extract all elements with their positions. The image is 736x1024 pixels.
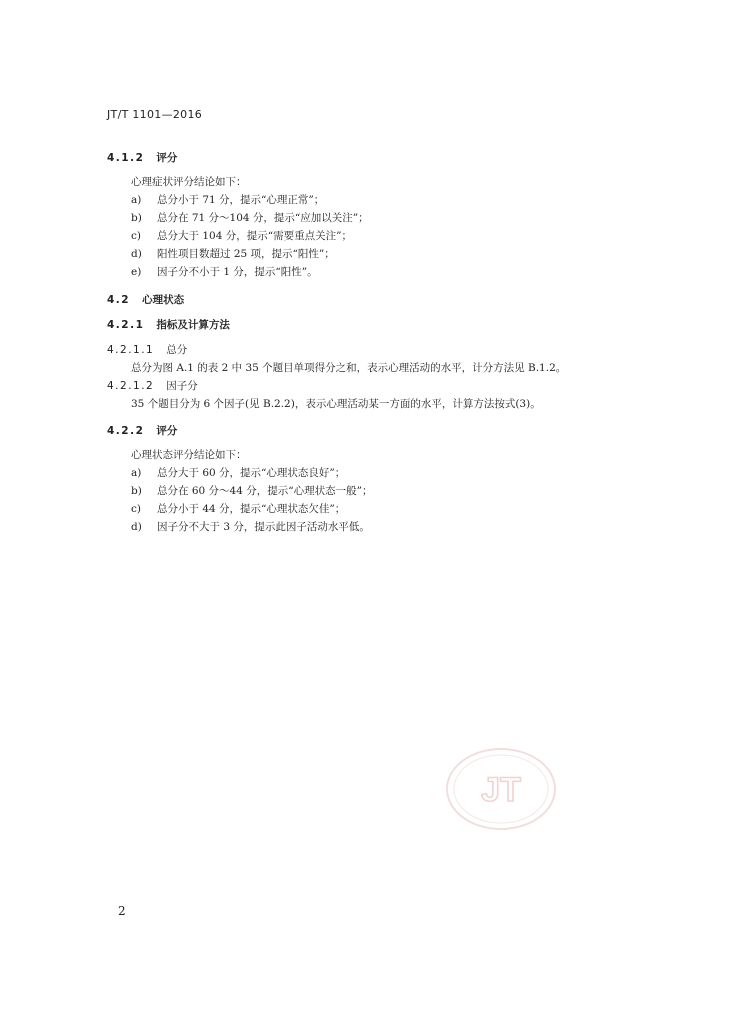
heading-4-2: 4.2 心理状态	[107, 294, 185, 306]
page-number: 2	[118, 904, 126, 918]
paragraph-factor-score: 35 个题目分为 6 个因子(见 B.2.2)，表示心理活动某一方面的水平，计算方法按式(3)。	[131, 398, 541, 410]
list-item: c) 总分大于 104 分，提示“需要重点关注”；	[131, 230, 352, 242]
heading-4-2-1-1: 4.2.1.1 总分	[107, 344, 188, 356]
list-item: d) 因子分不大于 3 分，提示此因子活动水平低。	[131, 521, 370, 533]
heading-title: 评分	[156, 152, 178, 164]
header-doc-id: JT/T 1101—2016	[107, 108, 203, 121]
jt-watermark-logo	[445, 747, 557, 831]
paragraph-intro: 心理状态评分结论如下：	[131, 449, 247, 461]
paragraph-intro: 心理症状评分结论如下：	[131, 176, 247, 188]
list-item: a) 总分大于 60 分，提示“心理状态良好”；	[131, 467, 346, 479]
heading-4-2-1: 4.2.1 指标及计算方法	[107, 319, 230, 331]
list-item: d) 阳性项目数超过 25 项，提示“阳性”；	[131, 248, 335, 260]
svg-text:JT: JT	[481, 771, 521, 809]
list-item: c) 总分小于 44 分，提示“心理状态欠佳”；	[131, 503, 346, 515]
list-item: b) 总分在 71 分～104 分，提示“应加以关注”；	[131, 212, 369, 224]
heading-4-2-2: 4.2.2 评分	[107, 425, 178, 437]
heading-4-1-2	[107, 151, 177, 165]
heading-4-2-1-2: 4.2.1.2 因子分	[107, 380, 198, 392]
list-item: b) 总分在 60 分～44 分，提示“心理状态一般”；	[131, 485, 373, 497]
list-item: e) 因子分不小于 1 分，提示“阳性”。	[131, 266, 318, 278]
list-item: a) 总分小于 71 分，提示“心理正常”；	[131, 194, 325, 206]
paragraph-total-score: 总分为图 A.1 的表 2 中 35 个题目单项得分之和，表示心理活动的水平，计分方法见 B.1.2。	[131, 362, 567, 374]
heading-number: 4.1.2	[107, 152, 145, 164]
